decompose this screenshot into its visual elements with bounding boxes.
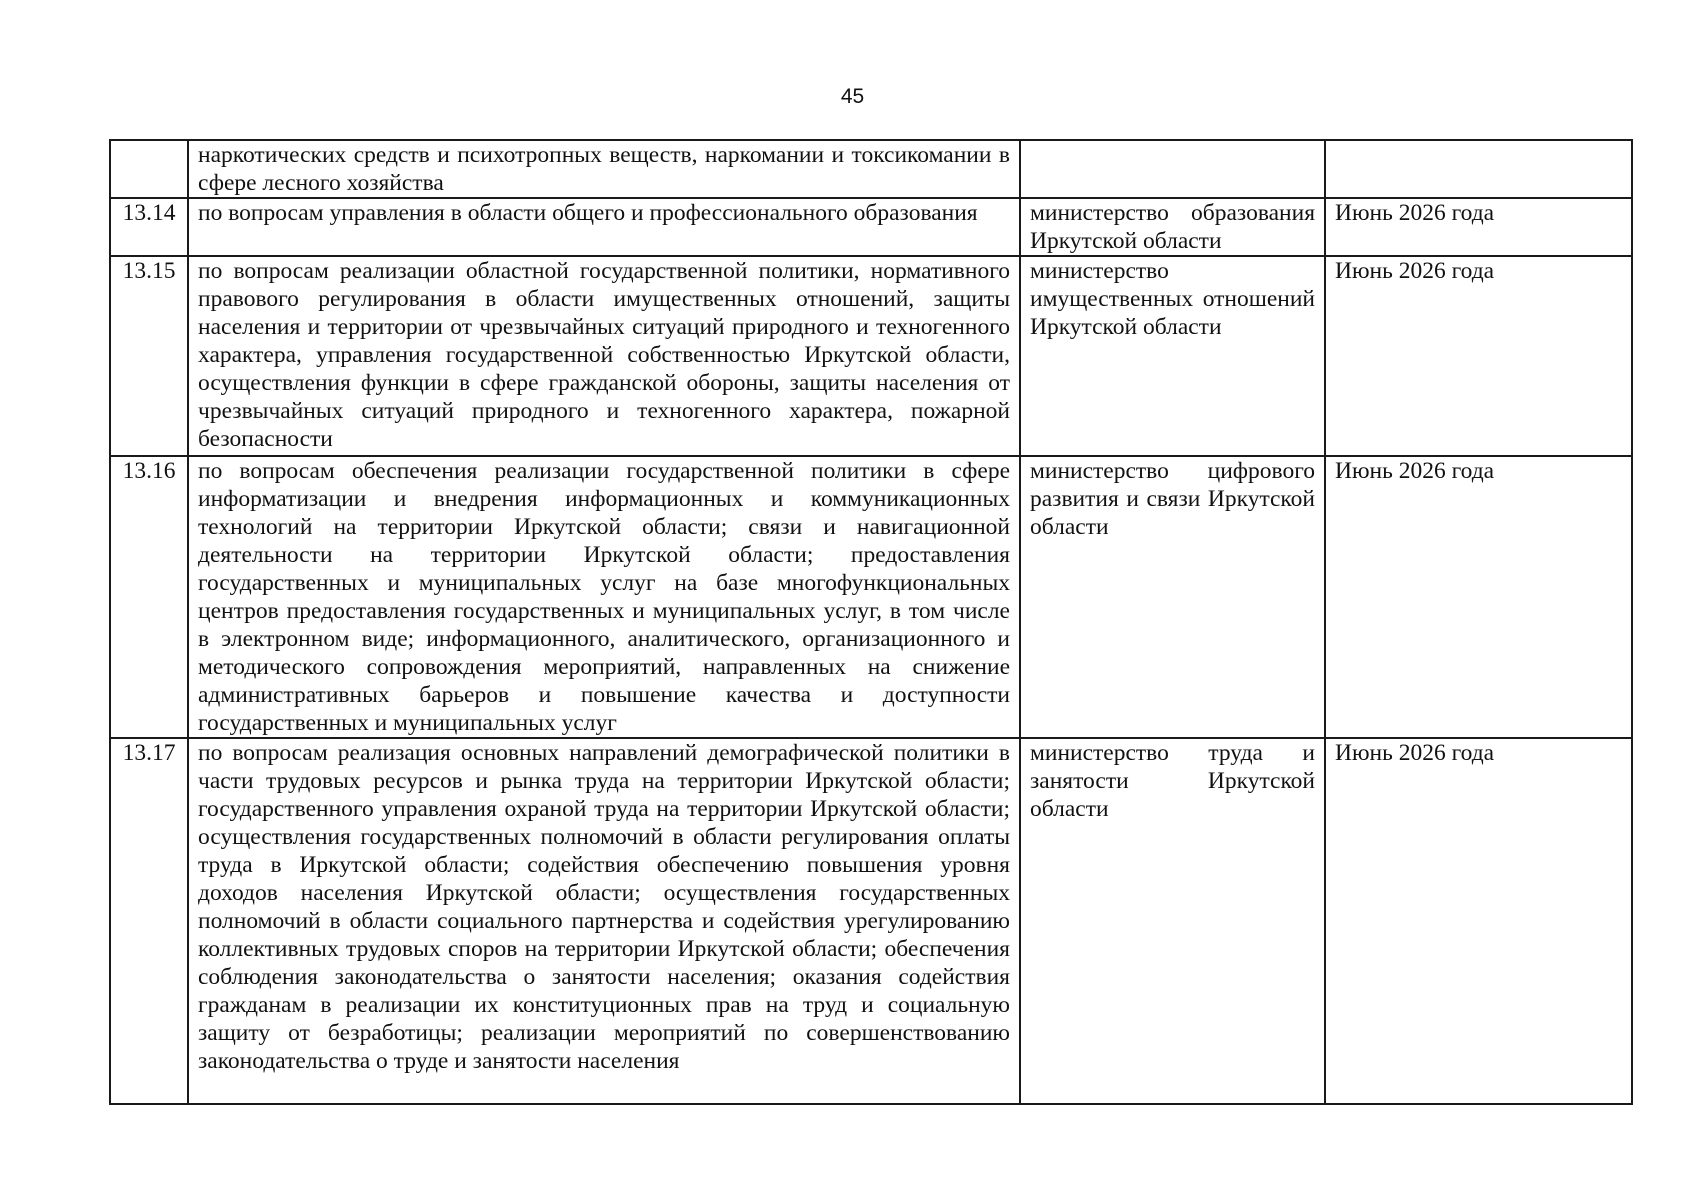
row-deadline-cell: Июнь 2026 года xyxy=(1325,256,1632,456)
row-number-cell: 13.14 xyxy=(110,198,188,256)
table-row xyxy=(110,140,1632,198)
row-description-cell: по вопросам обеспечения реализации государственной политики в сфере информатизации и внедрения информационных и коммуникационных технологий на территории Иркутской области; связи и навигационной деятельности на территории Иркутской области; предоставления государственных и муниципальных услуг на базе многофункциональных центров предоставления государственных и муниципальных услуг, в том числе в электронном виде; информационного, аналитического, организационного и методического сопровождения мероприятий, направленных на снижение административных барьеров и повышение качества и доступности государственных и муниципальных услуг xyxy=(188,456,1020,738)
row-number-cell: 13.17 xyxy=(110,738,188,1104)
table-row xyxy=(110,198,1632,256)
row-organization-cell: министерство образования Иркутской области xyxy=(1020,198,1325,256)
measures-table xyxy=(109,139,1633,1105)
row-description-cell: наркотических средств и психотропных веществ, наркомании и токсикомании в сфере лесного хозяйства xyxy=(188,140,1020,198)
row-organization-cell: министерство труда и занятости Иркутской области xyxy=(1020,738,1325,1104)
page-number: 45 xyxy=(840,85,865,108)
row-deadline-cell: Июнь 2026 года xyxy=(1325,198,1632,256)
row-number-cell: 13.16 xyxy=(110,456,188,738)
row-organization-cell xyxy=(1020,140,1325,198)
row-organization-cell: министерство имущественных отношений Иркутской области xyxy=(1020,256,1325,456)
row-number-cell: 13.15 xyxy=(110,256,188,456)
row-number-cell xyxy=(110,140,188,198)
table-row xyxy=(110,738,1632,1104)
row-deadline-cell: Июнь 2026 года xyxy=(1325,738,1632,1104)
row-description-cell: по вопросам реализация основных направлений демографической политики в части трудовых ресурсов и рынка труда на территории Иркутской области; государственного управления охраной труда на территории Иркутской области; осуществления государственных полномочий в области регулирования оплаты труда в Иркутской области; содействия обеспечению повышения уровня доходов населения Иркутской области; осуществления государственных полномочий в области социального партнерства и содействия урегулированию коллективных трудовых споров на территории Иркутской области; обеспечения соблюдения законодательства о занятости населения; оказания содействия гражданам в реализации их конституционных прав на труд и социальную защиту от безработицы; реализации мероприятий по совершенствованию законодательства о труде и занятости населения xyxy=(188,738,1020,1104)
row-organization-cell: министерство цифрового развития и связи Иркутской области xyxy=(1020,456,1325,738)
row-description-cell: по вопросам реализации областной государственной политики, нормативного правового регулирования в области имущественных отношений, защиты населения и территории от чрезвычайных ситуаций природного и техногенного характера, управления государственной собственностью Иркутской области, осуществления функции в сфере гражданской обороны, защиты населения от чрезвычайных ситуаций природного и техногенного характера, пожарной безопасности xyxy=(188,256,1020,456)
row-description-cell: по вопросам управления в области общего и профессионального образования xyxy=(188,198,1020,256)
table-row xyxy=(110,456,1632,738)
table-row xyxy=(110,256,1632,456)
row-deadline-cell xyxy=(1325,140,1632,198)
row-deadline-cell: Июнь 2026 года xyxy=(1325,456,1632,738)
